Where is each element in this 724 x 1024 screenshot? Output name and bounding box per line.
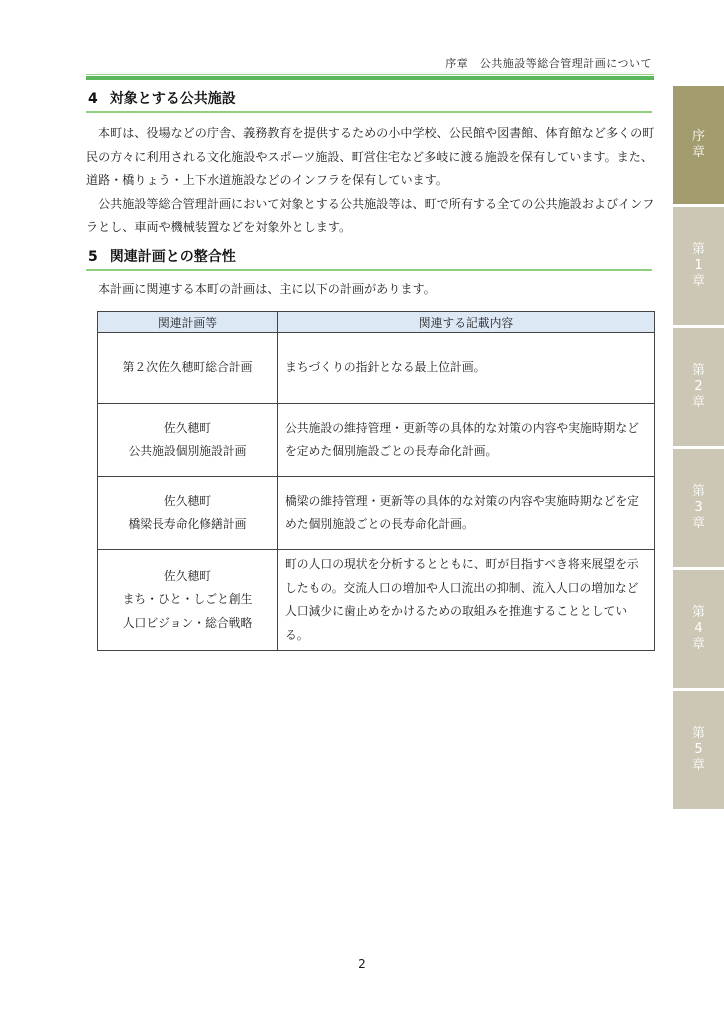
- chapter-tabs: [673, 86, 724, 812]
- chapter-tab-label: 第1章: [691, 242, 705, 289]
- plan-name-line: 人口ビジョン・総合戦略: [122, 615, 253, 630]
- table-row: [98, 404, 655, 477]
- table-header-row: [98, 312, 655, 333]
- plan-name-cell: [98, 477, 278, 550]
- plan-description-cell: 公共施設の維持管理・更新等の具体的な対策の内容や実施時期などを定めた個別施設ごとの長寿命化計画。: [278, 404, 655, 477]
- plan-name-line: 第２次佐久穂町総合計画: [122, 360, 253, 375]
- table-header-content: 関連する記載内容: [278, 312, 655, 333]
- plan-name-line: 佐久穂町: [163, 420, 212, 435]
- plan-name-line: まち・ひと・しごと創生: [122, 592, 253, 607]
- plan-description-cell: まちづくりの指針となる最上位計画。: [278, 333, 655, 404]
- running-header: 序章 公共施設等総合管理計画について: [445, 57, 652, 70]
- chapter-tab-intro[interactable]: [673, 86, 724, 204]
- section-4-paragraph-2: 公共施設等総合管理計画において対象とする公共施設等は、町で所有する全ての公共施設およびインフラとし、車両や機械装置などを対象外とします。: [86, 196, 655, 234]
- table-row: [98, 477, 655, 550]
- section-4-heading: [86, 90, 652, 113]
- chapter-tab-1[interactable]: [673, 207, 724, 325]
- section-5-heading: [86, 248, 652, 271]
- page-number: 2: [358, 957, 366, 971]
- plan-name-line: 公共施設個別施設計画: [128, 444, 247, 458]
- plan-name-cell: [98, 404, 278, 477]
- chapter-tab-label: 序章: [691, 129, 705, 160]
- plan-name-line: 橋梁長寿命化修繕計画: [128, 517, 247, 531]
- section-4-paragraph-1: 本町は、役場などの庁舎、義務教育を提供するための小中学校、公民館や図書館、体育館など多くの町民の方々に利用される文化施設やスポーツ施設、町営住宅など多岐に渡る施設を保有しています。また、道路・橋りょう・上下水道施設などのインフラを保有しています。: [86, 126, 655, 187]
- plan-description-cell: 橋梁の維持管理・更新等の具体的な対策の内容や実施時期などを定めた個別施設ごとの長寿命化計画。: [278, 477, 655, 550]
- related-plans-table: [97, 311, 655, 651]
- header-rule: [86, 76, 654, 80]
- chapter-tab-2[interactable]: [673, 328, 724, 446]
- plan-name-line: 佐久穂町: [163, 568, 212, 583]
- chapter-tab-label: 第4章: [691, 605, 705, 652]
- section-5-number: 5: [88, 249, 98, 265]
- section-4-number: 4: [88, 91, 98, 107]
- header-rule-thin: [86, 74, 654, 75]
- table-row: [98, 333, 655, 404]
- plan-name-cell: [98, 333, 278, 404]
- section-4-title: 対象とする公共施設: [109, 91, 236, 107]
- plan-name-line: 佐久穂町: [163, 493, 212, 508]
- chapter-tab-label: 第2章: [691, 363, 705, 410]
- plan-description-cell: 町の人口の現状を分析するとともに、町が目指すべき将来展望を示したもの。交流人口の増加や人口流出の抑制、流入人口の増加など人口減少に歯止めをかけるための取組みを推進することとしている。: [278, 550, 655, 651]
- chapter-tab-4[interactable]: [673, 570, 724, 688]
- table-header-plan: 関連計画等: [98, 312, 278, 333]
- chapter-tab-3[interactable]: [673, 449, 724, 567]
- chapter-tab-label: 第5章: [691, 726, 705, 773]
- section-4-body: [86, 122, 656, 240]
- section-5-intro: 本計画に関連する本町の計画は、主に以下の計画があります。: [98, 282, 436, 296]
- section-5-title: 関連計画との整合性: [109, 249, 236, 265]
- chapter-tab-5[interactable]: [673, 691, 724, 809]
- table-row: [98, 550, 655, 651]
- plan-name-cell: [98, 550, 278, 651]
- chapter-tab-label: 第3章: [691, 484, 705, 531]
